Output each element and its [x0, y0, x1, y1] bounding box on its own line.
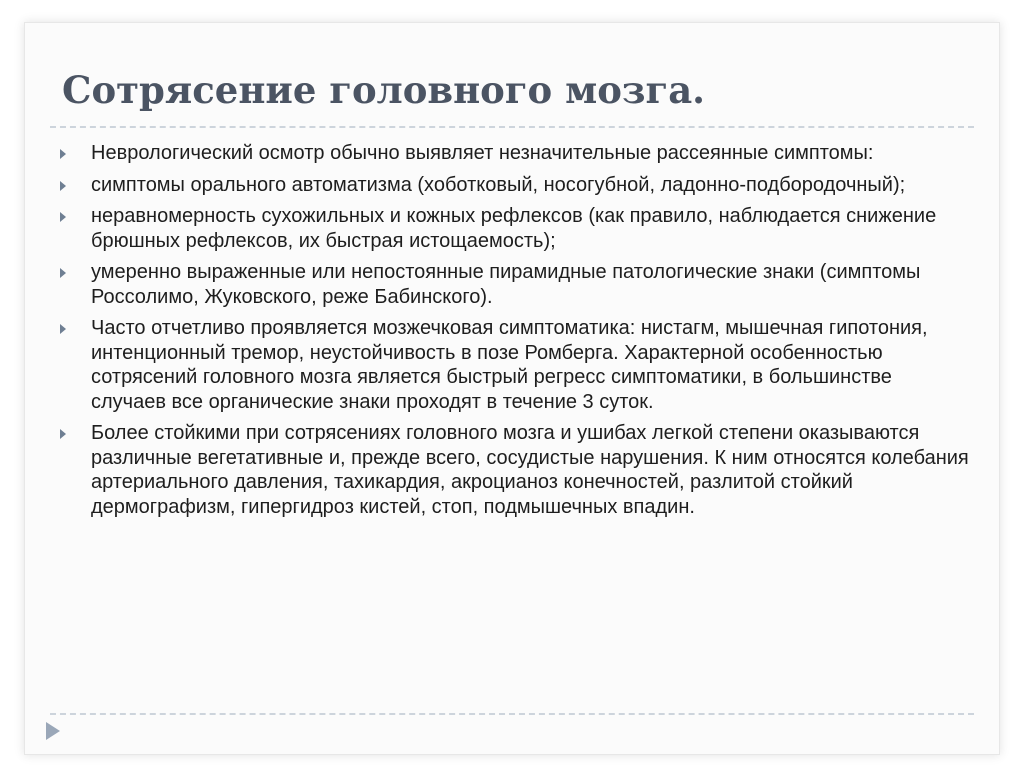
bullet-triangle-icon — [60, 324, 66, 334]
bullet-triangle-icon — [60, 181, 66, 191]
bullet-triangle-icon — [60, 212, 66, 222]
bullet-item — [60, 316, 970, 414]
corner-triangle-icon — [46, 722, 60, 740]
bullet-text: неравномерность сухожильных и кожных рефлексов (как правило, наблюдается снижение брюшных рефлексов, их быстрая истощаемость); — [91, 205, 937, 252]
bullet-text: умеренно выраженные или непостоянные пирамидные патологические знаки (симптомы Россолимо, Жуковского, реже Бабинского). — [91, 261, 921, 308]
bullet-list — [60, 141, 970, 526]
bullet-item — [60, 421, 970, 519]
footer-divider — [50, 713, 974, 715]
title-divider — [50, 126, 974, 128]
bullet-text: симптомы орального автоматизма (хоботковый, носогубной, ладонно-подбородочный); — [91, 173, 906, 196]
bullet-item — [60, 141, 970, 166]
bullet-triangle-icon — [60, 429, 66, 439]
bullet-item — [60, 173, 970, 198]
bullet-item — [60, 204, 970, 253]
bullet-text: Более стойкими при сотрясениях головного мозга и ушибах легкой степени оказываются различные вегетативные и, прежде всего, сосудистые нарушения. К ним относятся колебания артериального давления, тахикардия, акроцианоз конечностей, разлитой стойкий дермографизм, гипергидроз кистей, стоп, подмышечных впадин. — [91, 422, 969, 518]
bullet-text: Неврологический осмотр обычно выявляет незначительные рассеянные симптомы: — [91, 142, 874, 164]
bullet-triangle-icon — [60, 149, 66, 159]
slide-title: Сотрясение головного мозга. — [62, 68, 706, 112]
bullet-text: Часто отчетливо проявляется мозжечковая симптоматика: нистагм, мышечная гипотония, интенционный тремор, неустойчивость в позе Ромберга. Характерной особенностью сотрясений головного мозга является быстрый регресс симптоматики, в большинстве случаев все органические знаки проходят в течение 3 суток. — [91, 317, 928, 413]
bullet-item — [60, 260, 970, 309]
bullet-triangle-icon — [60, 268, 66, 278]
